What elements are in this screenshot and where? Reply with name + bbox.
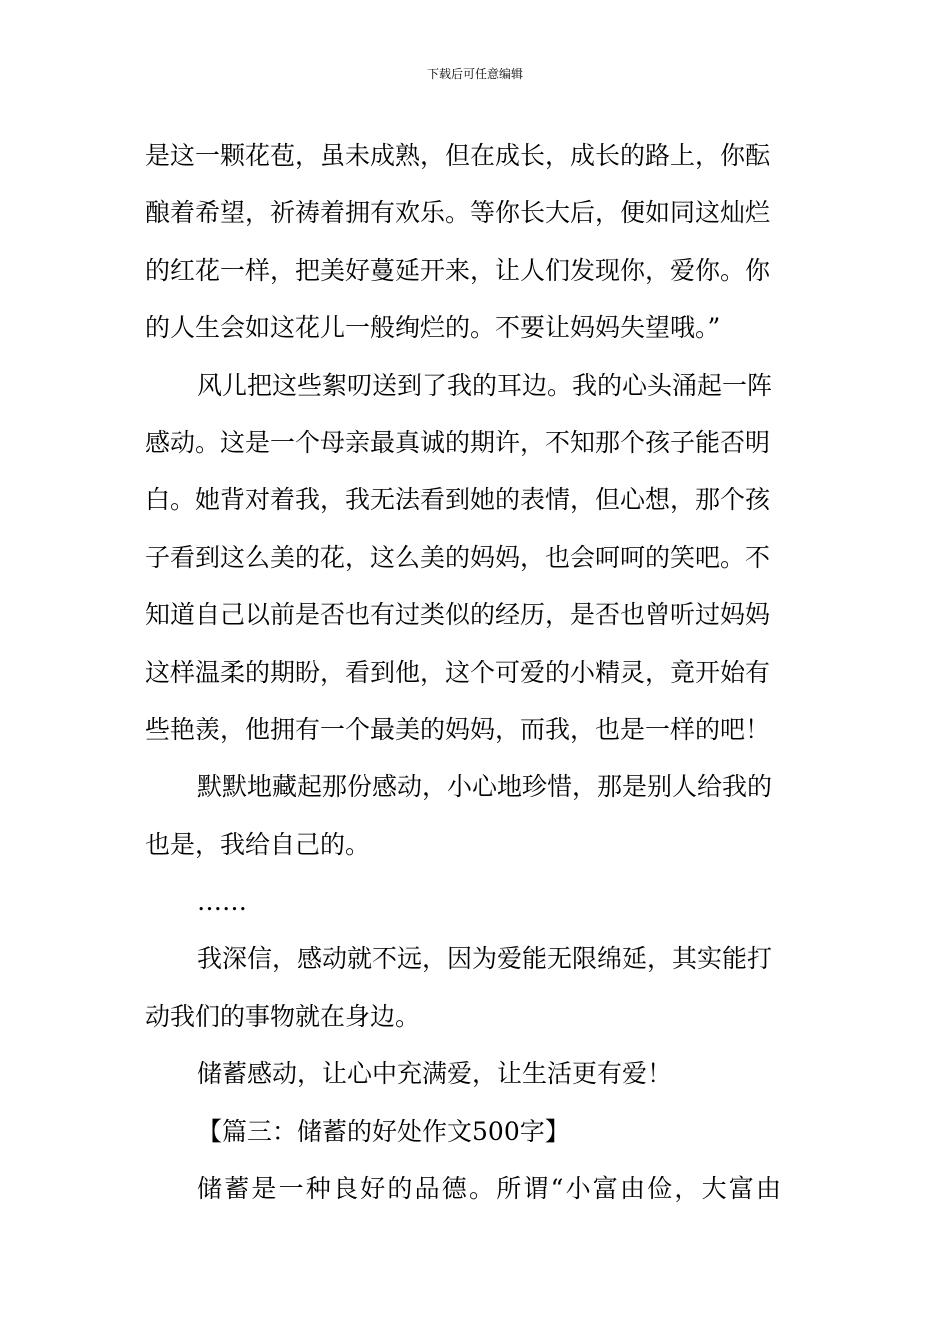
text-line: 的红花一样，把美好蔓延开来，让人们发现你，爱你。你: [145, 255, 771, 285]
text-line: 感动。这是一个母亲最真诚的期许，不知那个孩子能否明: [145, 427, 771, 457]
paragraph: [145, 357, 807, 759]
text-line: 些艳羡，他拥有一个最美的妈妈，而我，也是一样的吧！: [145, 714, 771, 744]
text-line: 储蓄感动，让心中充满爱，让生活更有爱！: [197, 1059, 673, 1089]
paragraph: [145, 1045, 807, 1102]
paragraph: [145, 1160, 807, 1217]
text-line: 这样温柔的期盼，看到他，这个可爱的小精灵，竟开始有: [145, 657, 771, 687]
paragraph: [145, 127, 807, 357]
text-line: 的人生会如这花儿一般绚烂的。不要让妈妈失望哦。”: [145, 313, 721, 343]
page-header: 下载后可任意编辑: [426, 67, 523, 81]
document-body: [145, 127, 807, 1217]
text-line: 储蓄是一种良好的品德。所谓“小富由俭，大富由: [197, 1174, 784, 1204]
text-line: 动我们的事物就在身边。: [145, 1001, 421, 1031]
text-line: ……: [197, 887, 247, 917]
text-line: 是这一颗花苞，虽未成熟，但在成长，成长的路上，你酝: [145, 141, 771, 170]
ellipsis-paragraph: [145, 873, 807, 930]
paragraph: [145, 930, 807, 1045]
text-line: 子看到这么美的花，这么美的妈妈，也会呵呵的笑吧。不: [145, 542, 771, 572]
section-heading: [145, 1103, 807, 1160]
text-line: 知道自己以前是否也有过类似的经历，是否也曾听过妈妈: [145, 600, 771, 630]
text-line: 默默地藏起那份感动，小心地珍惜，那是别人给我的: [197, 772, 773, 802]
text-line: 【篇三：储蓄的好处作文500字】: [197, 1116, 570, 1146]
text-line: 我深信，感动就不远，因为爱能无限绵延，其实能打: [197, 944, 773, 974]
text-line: 白。她背对着我，我无法看到她的表情，但心想，那个孩: [145, 485, 771, 515]
text-line: 风儿把这些絮叨送到了我的耳边。我的心头涌起一阵: [197, 370, 773, 400]
paragraph: [145, 758, 807, 873]
text-line: 酿着希望，祈祷着拥有欢乐。等你长大后，便如同这灿烂: [145, 198, 771, 228]
text-line: 也是，我给自己的。: [145, 829, 371, 859]
